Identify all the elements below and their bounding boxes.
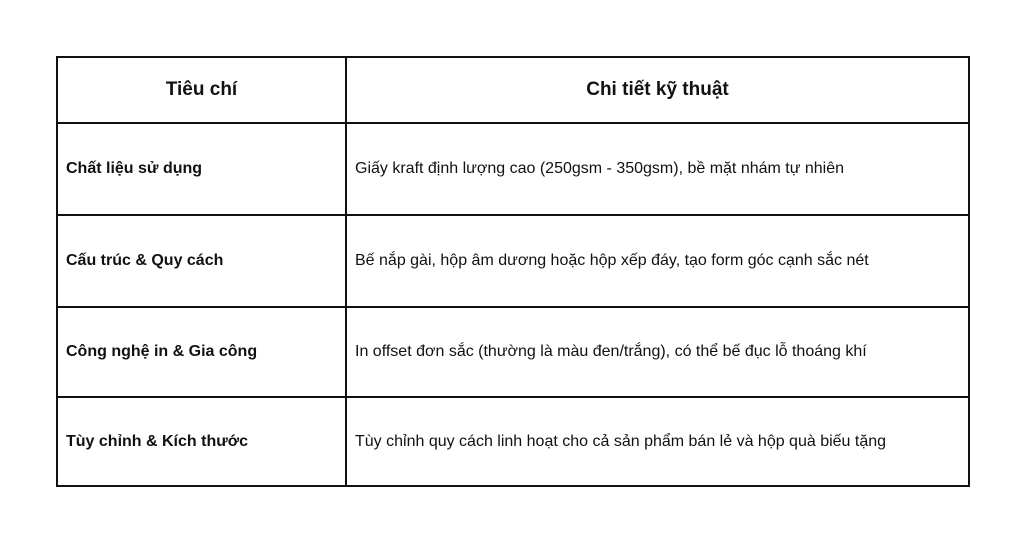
table-row	[57, 123, 969, 215]
row-details: In offset đơn sắc (thường là màu đen/trắng), có thể bế đục lỗ thoáng khí	[346, 307, 969, 397]
table-row	[57, 307, 969, 397]
table-body	[57, 123, 969, 486]
row-details: Giấy kraft định lượng cao (250gsm - 350gsm), bề mặt nhám tự nhiên	[346, 123, 969, 215]
row-criteria: Cấu trúc & Quy cách	[57, 215, 346, 307]
row-criteria: Tùy chỉnh & Kích thước	[57, 397, 346, 486]
header-criteria: Tiêu chí	[57, 57, 346, 123]
header-row	[57, 57, 969, 123]
row-criteria: Chất liệu sử dụng	[57, 123, 346, 215]
spec-table	[56, 56, 970, 487]
row-criteria: Công nghệ in & Gia công	[57, 307, 346, 397]
table-header	[57, 57, 969, 123]
header-details: Chi tiết kỹ thuật	[346, 57, 969, 123]
table-row	[57, 397, 969, 486]
table-row	[57, 215, 969, 307]
row-details: Bế nắp gài, hộp âm dương hoặc hộp xếp đáy, tạo form góc cạnh sắc nét	[346, 215, 969, 307]
row-details: Tùy chỉnh quy cách linh hoạt cho cả sản phẩm bán lẻ và hộp quà biếu tặng	[346, 397, 969, 486]
